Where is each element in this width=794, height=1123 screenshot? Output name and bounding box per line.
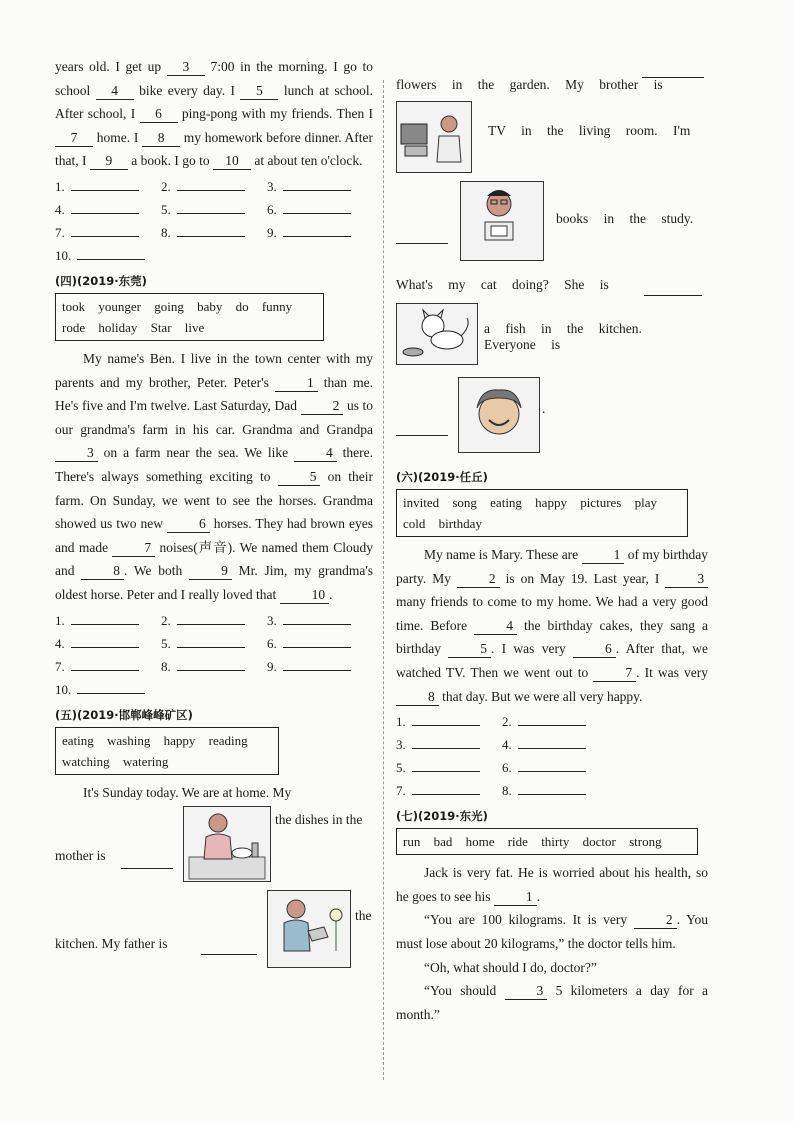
blank-7[interactable]: 7 <box>55 130 93 147</box>
answer-field[interactable] <box>518 780 586 795</box>
answer-field[interactable] <box>201 940 257 955</box>
cat-eating-fish-image <box>396 303 478 365</box>
passage-3-continued: years old. I get up 3 7:00 in the morning. I go to school 4 bike every day. I 5 lunch at school. After school, I 6 ping-pong with my friends. Then I 7 home. I 8 my homework before dinner. After that, I 9 a book. I go to 10 at about ten o'clock. <box>55 59 374 169</box>
blank-9[interactable]: 9 <box>189 563 232 580</box>
answer-field[interactable] <box>518 711 586 726</box>
answer-field[interactable] <box>283 199 351 214</box>
answer-field[interactable] <box>644 281 702 296</box>
answer-field[interactable] <box>412 757 480 772</box>
books-row: books in the study. <box>396 181 708 269</box>
happy-grandma-image <box>458 377 540 453</box>
column-divider <box>383 80 384 1080</box>
brother-watching-tv-image <box>396 101 472 173</box>
word-bank-7: run bad home ride thirty doctor strong <box>396 828 698 855</box>
blank-8[interactable]: 8 <box>81 563 124 580</box>
blank-7[interactable]: 7 <box>593 665 636 682</box>
passage-6: My name is Mary. These are 1 of my birthday party. My 2 is on May 19. Last year, I 3 many friends to come to my home. We had a very good time. Before 4 the birthday cakes, they sang a birthday 5 . I was very 6 . After that, we watched TV. Then we went out to 7 . It was very 8 that day. But we were all very happy. <box>396 547 709 704</box>
answer-field[interactable] <box>283 222 351 237</box>
section-4-title: (四)(2019·东莞) <box>55 273 147 288</box>
blank-2[interactable]: 2 <box>301 398 344 415</box>
blank-4[interactable]: 4 <box>96 83 134 100</box>
passage-7: Jack is very fat. He is worried about his health, so he goes to see his 1 . <box>396 865 708 904</box>
answer-field[interactable] <box>77 245 145 260</box>
cat-row: a fish in the kitchen. Everyone is <box>396 301 708 371</box>
blank-6[interactable]: 6 <box>573 641 616 658</box>
answer-field[interactable] <box>283 656 351 671</box>
answer-field[interactable] <box>71 176 139 191</box>
answer-field[interactable] <box>177 656 245 671</box>
answer-field[interactable] <box>177 633 245 648</box>
blank-1[interactable]: 1 <box>494 889 537 906</box>
word-bank-5: eating washing happy reading watching watering <box>55 727 279 775</box>
answer-field[interactable] <box>177 176 245 191</box>
passage-7-para2: “You are 100 kilograms. It is very 2 . You must lose about 20 kilograms,” the doctor tells him. <box>396 912 708 951</box>
blank-8[interactable]: 8 <box>396 689 439 706</box>
mother-row: mother is the dishes in the <box>55 804 373 884</box>
passage-7-para4: “You should 3 5 kilometers a day for a month.” <box>396 983 709 1022</box>
blank-3[interactable]: 3 <box>55 445 98 462</box>
tv-row: TV in the living room. I'm <box>396 95 708 181</box>
answer-field[interactable] <box>177 199 245 214</box>
section-6-title: (六)(2019·任丘) <box>396 470 488 484</box>
blank-4[interactable]: 4 <box>294 445 337 462</box>
section-5-title: (五)(2019·邯郸峰峰矿区) <box>55 707 193 722</box>
answer-field[interactable] <box>71 610 139 625</box>
answer-field[interactable] <box>283 610 351 625</box>
blank-5[interactable]: 5 <box>278 469 321 486</box>
answer-field[interactable] <box>396 421 448 436</box>
blank-3[interactable]: 3 <box>505 983 548 1000</box>
answer-field[interactable] <box>412 711 480 726</box>
blank-7[interactable]: 7 <box>112 540 155 557</box>
passage-5-line1: It's Sunday today. We are at home. My <box>83 784 292 800</box>
word-bank-4: took younger going baby do funny rode holiday Star live <box>55 293 324 341</box>
section-7-title: (七)(2019·东光) <box>396 809 488 824</box>
passage-4: My name's Ben. I live in the town center with my parents and my brother, Peter. Peter's 1 than me. He's five and I'm twelve. Last Saturday, Dad 2 us to our grandma's farm in his car. Grandma and Grandpa 3 on a farm near the sea. We like 4 there. There's always something exciting to 5 on their farm. On Sunday, we went to see the horses. Grandma showed us two new 6 horses. They had brown eyes and made 7 noises(声音). We named them Cloudy and 8 . We both 9 Mr. Jim, my grandma's oldest horse. Peter and I really loved that 10 . <box>55 350 374 602</box>
answer-field[interactable] <box>283 176 351 191</box>
blank-1[interactable]: 1 <box>582 547 625 564</box>
answer-field[interactable] <box>77 679 145 694</box>
answer-lines-b: 1. 2. 3. 4. 5. 6. 7. 8. 9. 10. <box>55 609 373 701</box>
answer-field[interactable] <box>412 734 480 749</box>
answer-field[interactable] <box>177 610 245 625</box>
cat-question-row: What's my cat doing? She is <box>396 269 708 301</box>
answer-lines-a: 1. 2. 3. 4. 5. 6. 7. 8. 9. 10. <box>55 175 373 267</box>
word-bank-6: invited song eating happy pictures play cold birthday <box>396 489 688 537</box>
answer-field[interactable] <box>177 222 245 237</box>
blank-10[interactable]: 10 <box>213 153 251 170</box>
answer-lines-c: 1. 2. 3. 4. 5. 6. 7. 8. <box>396 710 708 802</box>
answer-field[interactable] <box>71 656 139 671</box>
passage-7-para3: “Oh, what should I do, doctor?” <box>424 959 597 975</box>
father-watering-flowers-image <box>267 890 351 968</box>
blank-5[interactable]: 5 <box>240 83 278 100</box>
answer-field[interactable] <box>71 633 139 648</box>
answer-field[interactable] <box>642 63 704 78</box>
blank-8[interactable]: 8 <box>142 130 180 147</box>
blank-3[interactable]: 3 <box>665 571 708 588</box>
blank-6[interactable]: 6 <box>140 106 178 123</box>
blank-1[interactable]: 1 <box>275 375 318 392</box>
mother-washing-dishes-image <box>183 806 271 882</box>
answer-field[interactable] <box>412 780 480 795</box>
answer-field[interactable] <box>71 199 139 214</box>
father-row: kitchen. My father is the <box>55 884 373 968</box>
blank-6[interactable]: 6 <box>167 516 210 533</box>
answer-field[interactable] <box>283 633 351 648</box>
blank-2[interactable]: 2 <box>457 571 500 588</box>
blank-10[interactable]: 10 <box>280 587 330 604</box>
answer-field[interactable] <box>121 854 173 869</box>
blank-4[interactable]: 4 <box>474 618 517 635</box>
blank-3[interactable]: 3 <box>167 59 205 76</box>
answer-field[interactable] <box>71 222 139 237</box>
blank-2[interactable]: 2 <box>634 912 677 929</box>
answer-field[interactable] <box>518 734 586 749</box>
right-column <box>396 55 708 1026</box>
blank-5[interactable]: 5 <box>448 641 491 658</box>
answer-field[interactable] <box>396 229 448 244</box>
happy-row: . <box>396 371 708 463</box>
left-column <box>55 55 373 968</box>
answer-field[interactable] <box>518 757 586 772</box>
flowers-row: flowers in the garden. My brother is <box>396 55 708 95</box>
blank-9[interactable]: 9 <box>90 153 128 170</box>
person-reading-books-image <box>460 181 544 261</box>
